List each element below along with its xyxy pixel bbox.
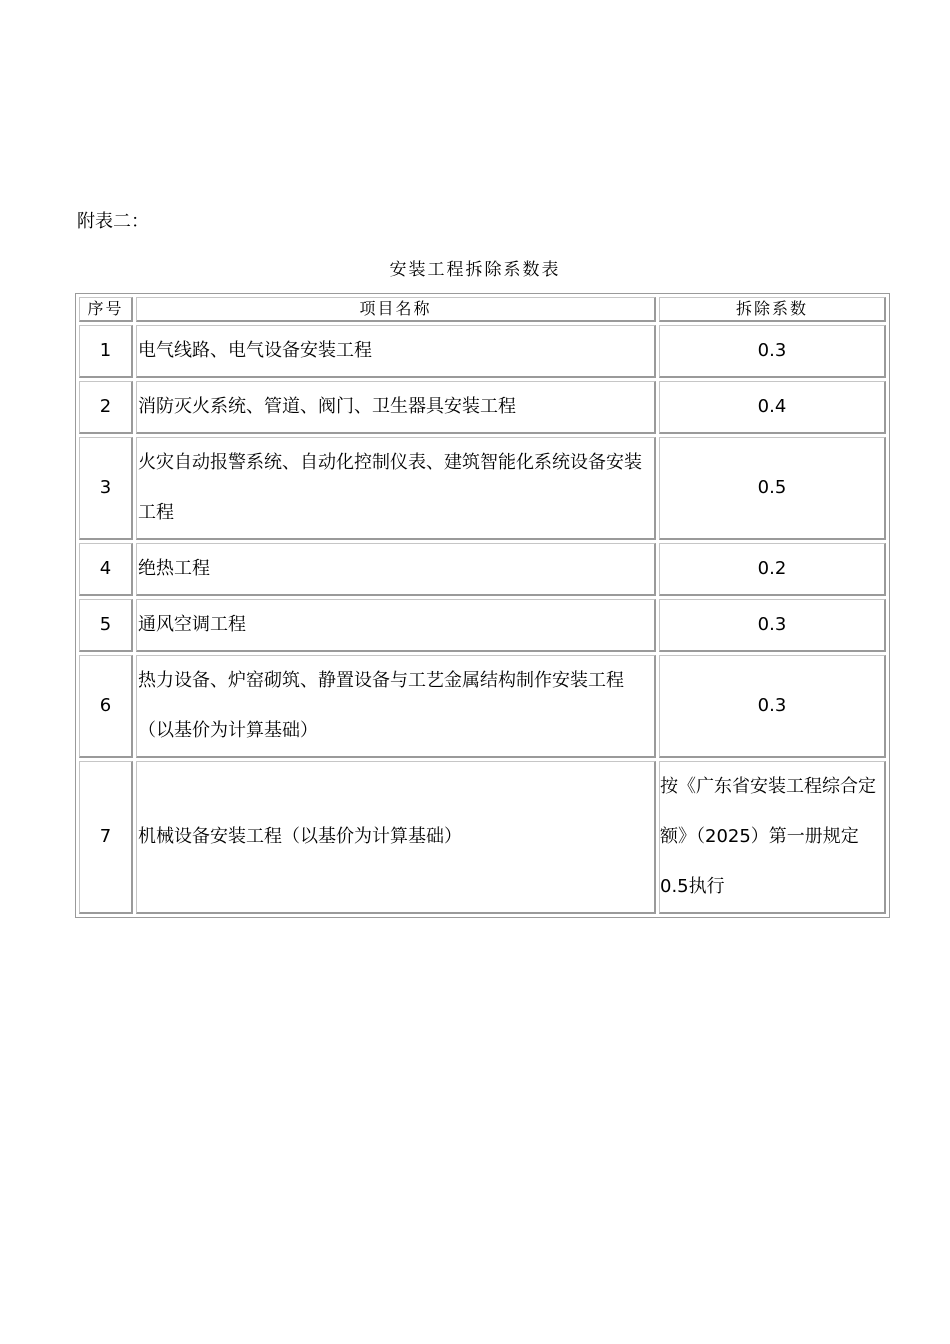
row-coefficient: 0.3 [659, 325, 886, 378]
row-no: 1 [79, 325, 133, 378]
row-coefficient: 0.5 [659, 437, 886, 540]
table-header-row [79, 297, 886, 322]
coefficient-table [75, 293, 890, 918]
row-name: 电气线路、电气设备安装工程 [136, 325, 656, 378]
table-row [79, 599, 886, 652]
row-coefficient: 按《广东省安装工程综合定额》（2025）第一册规定0.5执行 [659, 761, 886, 914]
row-no: 7 [79, 761, 133, 914]
row-coefficient: 0.3 [659, 655, 886, 758]
row-coefficient: 0.2 [659, 543, 886, 596]
row-name: 热力设备、炉窑砌筑、静置设备与工艺金属结构制作安装工程（以基价为计算基础） [136, 655, 656, 758]
table-row [79, 381, 886, 434]
table-row [79, 437, 886, 540]
table-title: 安装工程拆除系数表 [389, 260, 561, 280]
table-row [79, 543, 886, 596]
header-no: 序号 [79, 297, 133, 322]
header-name: 项目名称 [136, 297, 656, 322]
coefficient-table-container [75, 293, 890, 918]
table-row [79, 655, 886, 758]
header-coefficient: 拆除系数 [659, 297, 886, 322]
row-no: 5 [79, 599, 133, 652]
row-no: 2 [79, 381, 133, 434]
row-no: 6 [79, 655, 133, 758]
row-name: 消防灭火系统、管道、阀门、卫生器具安装工程 [136, 381, 656, 434]
row-no: 3 [79, 437, 133, 540]
attachment-label: 附表二： [77, 211, 149, 232]
table-row [79, 325, 886, 378]
row-name: 通风空调工程 [136, 599, 656, 652]
row-name: 绝热工程 [136, 543, 656, 596]
row-name: 火灾自动报警系统、自动化控制仪表、建筑智能化系统设备安装工程 [136, 437, 656, 540]
row-no: 4 [79, 543, 133, 596]
row-coefficient: 0.4 [659, 381, 886, 434]
table-row [79, 761, 886, 914]
row-coefficient: 0.3 [659, 599, 886, 652]
row-name: 机械设备安装工程（以基价为计算基础） [136, 761, 656, 914]
